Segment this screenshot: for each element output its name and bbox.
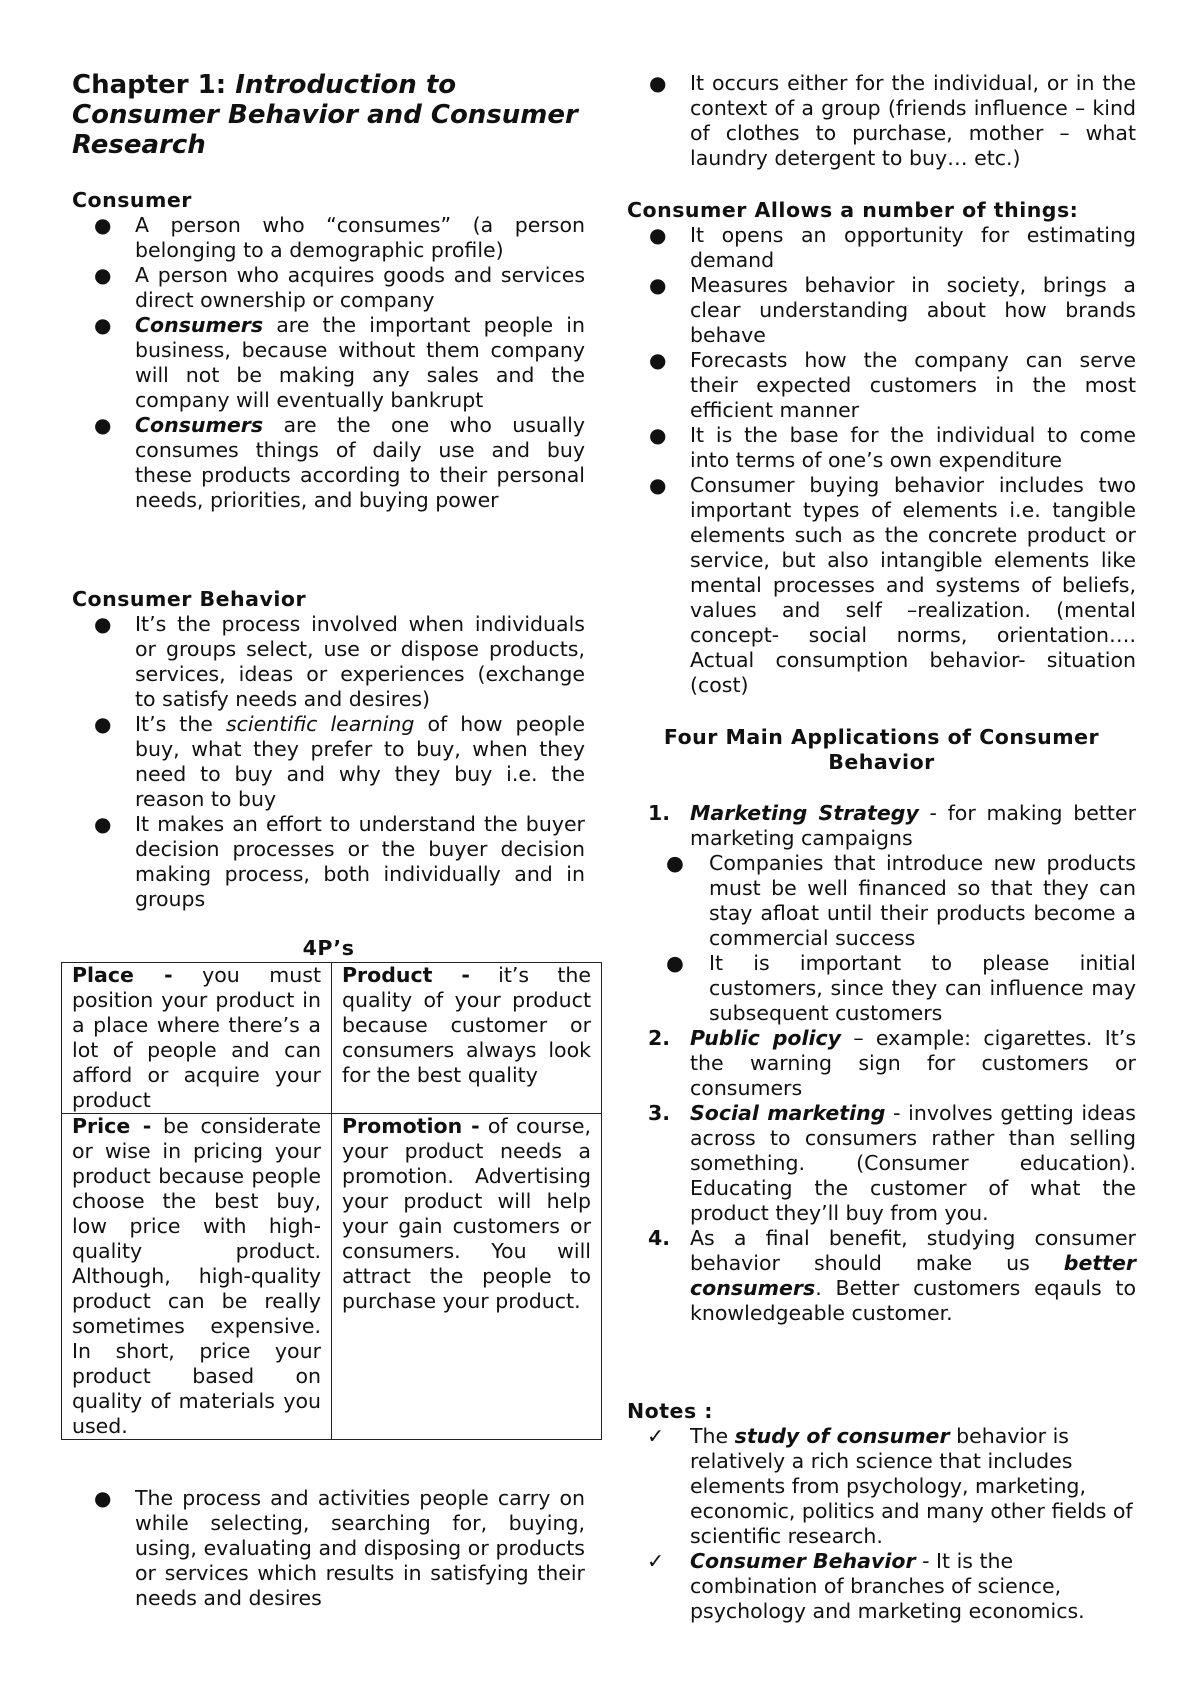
- chapter-title: [72, 70, 585, 160]
- consumer-heading: Consumer: [72, 188, 192, 212]
- allows-heading: Consumer Allows a number of things:: [627, 198, 1079, 222]
- list-item: [72, 712, 585, 812]
- note-text: behavior is relatively a rich science that includes elements from psychology, marketing, economic, politics and many other fields of scientific research.: [690, 1424, 1133, 1548]
- process-section: [72, 1486, 585, 1611]
- app-label: Marketing Strategy: [690, 801, 919, 825]
- app-text: - involves getting ideas across to consumers rather than selling something. (Consumer education). Educating the customer of what the product they’ll buy from you.: [690, 1101, 1136, 1225]
- app-text: As a final benefit, studying consumer behavior should make us: [690, 1226, 1136, 1275]
- promotion-label: Promotion -: [342, 1114, 480, 1138]
- bullet-icon: ●: [649, 273, 667, 297]
- list-item: [627, 423, 1136, 473]
- bullet-icon: ●: [94, 313, 112, 337]
- promotion-cell: [332, 1114, 602, 1440]
- bullet-icon: ●: [649, 223, 667, 247]
- list-item: [72, 812, 585, 912]
- apps-sublist: [666, 851, 1136, 1026]
- bullet-icon: ●: [666, 951, 684, 975]
- app-label: better consumers: [690, 1251, 1136, 1300]
- product-text: it’s the quality of your product because customer or consumers always look for the best quality: [342, 963, 591, 1087]
- bullet-icon: ●: [94, 612, 112, 636]
- list-item-text: are the one who usually consumes things of daily use and buy these products according to their personal needs, priorities, and buying power: [135, 413, 585, 512]
- allows-section: [627, 198, 1136, 698]
- list-item: [627, 951, 1136, 1026]
- bullet-icon: ●: [649, 71, 667, 95]
- list-item: [627, 1549, 1136, 1624]
- bullet-icon: ●: [94, 263, 112, 287]
- checkmark-icon: ✓: [647, 1424, 665, 1448]
- bullet-icon: ●: [666, 851, 684, 875]
- list-item: [627, 348, 1136, 423]
- notes-list: [627, 1424, 1136, 1624]
- app-label: Public policy: [690, 1026, 842, 1050]
- list-item: [72, 1486, 585, 1611]
- list-item-text: It is important to please initial customers, since they can influence may subsequent customers: [709, 951, 1136, 1025]
- behavior-list: [72, 612, 585, 912]
- list-item-text: It’s the process involved when individuals or groups select, use or dispose products, services, ideas or experiences (exchange to satisfy needs and desires): [135, 612, 585, 711]
- list-item: [627, 71, 1136, 171]
- note-bold: study of consumer: [734, 1424, 950, 1448]
- app-label: Social marketing: [690, 1101, 886, 1125]
- table-row: [62, 1114, 602, 1440]
- product-cell: [332, 963, 602, 1114]
- list-item-text: of how people buy, what they prefer to buy, when they need to buy and why they buy i.e. the reason to buy: [135, 712, 585, 811]
- price-cell: [62, 1114, 332, 1440]
- list-number: 1.: [648, 801, 671, 825]
- list-item-text: A person who “consumes” (a person belonging to a demographic profile): [135, 213, 585, 262]
- bullet-icon: ●: [649, 473, 667, 497]
- behavior-section: [72, 587, 585, 912]
- list-item-text: The process and activities people carry on while selecting, searching for, buying, using, evaluating and disposing or products or services which results in satisfying their needs and desires: [135, 1486, 585, 1610]
- note-text: - It is the combination of branches of science, psychology and marketing economics.: [690, 1549, 1085, 1623]
- list-item-bold: Consumers: [135, 313, 264, 337]
- product-label: Product -: [342, 963, 470, 987]
- consumer-section: [72, 188, 585, 513]
- list-item-text: It makes an effort to understand the buyer decision processes or the buyer decision making process, both individually and in groups: [135, 812, 585, 911]
- list-item: [72, 263, 585, 313]
- chapter-title-prefix: Chapter 1:: [72, 70, 236, 100]
- checkmark-icon: ✓: [647, 1549, 665, 1573]
- bullet-icon: ●: [94, 413, 112, 437]
- context-list: [627, 71, 1136, 171]
- list-item: [72, 213, 585, 263]
- list-item-text: Forecasts how the company can serve their expected customers in the most efficient manner: [690, 348, 1136, 422]
- list-item: [72, 313, 585, 413]
- place-label: Place -: [72, 963, 173, 987]
- bullet-icon: ●: [649, 348, 667, 372]
- list-item-text: It is the base for the individual to come into terms of one’s own expenditure: [690, 423, 1136, 472]
- notes-heading: Notes :: [627, 1399, 713, 1423]
- list-number: 3.: [648, 1101, 671, 1125]
- bullet-icon: ●: [94, 213, 112, 237]
- promotion-text: of course, your product needs a promotion. Advertising your product will help your gain customers or consumers. You will attract the people to purchase your product.: [342, 1114, 591, 1313]
- list-item: [72, 413, 585, 513]
- bullet-icon: ●: [94, 1486, 112, 1510]
- list-item: [627, 1424, 1136, 1549]
- list-item: [627, 1226, 1136, 1326]
- list-item-text: It’s the: [135, 712, 226, 736]
- apps-heading: Four Main Applications of Consumer Behavior: [663, 725, 1100, 774]
- consumer-list: [72, 213, 585, 513]
- bullet-icon: ●: [94, 712, 112, 736]
- note-text: The: [690, 1424, 735, 1448]
- place-cell: [62, 963, 332, 1114]
- allows-list: [627, 223, 1136, 698]
- bullet-icon: ●: [649, 423, 667, 447]
- list-item-italic: scientific learning: [225, 712, 415, 736]
- context-section: [627, 71, 1136, 171]
- fourp-table: [61, 962, 602, 1440]
- list-item-text: It opens an opportunity for estimating demand: [690, 223, 1136, 272]
- list-item-text: Consumer buying behavior includes two important types of elements i.e. tangible elements such as the concrete product or service, but also intangible elements like mental processes and systems of beliefs, values and self –realization. (mental concept- social norms, orientation…. Actual consumption behavior- situation (cost): [690, 473, 1136, 697]
- place-text: you must position your product in a place where there’s a lot of people and can afford or acquire your product: [72, 963, 321, 1112]
- list-item: [627, 1026, 1136, 1101]
- list-item: [627, 223, 1136, 273]
- list-item-text: It occurs either for the individual, or in the context of a group (friends influence – kind of clothes to purchase, mother – what laundry detergent to buy… etc.): [690, 71, 1136, 170]
- note-bold: Consumer Behavior: [690, 1549, 916, 1573]
- app-text: - for making better marketing campaigns: [690, 801, 1136, 850]
- list-item: [627, 1101, 1136, 1226]
- fourp-heading: 4P’s: [302, 936, 355, 960]
- bullet-icon: ●: [94, 812, 112, 836]
- list-item-text: Measures behavior in society, brings a clear understanding about how brands behave: [690, 273, 1136, 347]
- table-row: [62, 963, 602, 1114]
- chapter-title-italic: Introduction to Consumer Behavior and Consumer Research: [72, 70, 578, 160]
- apps-list: [627, 801, 1136, 1326]
- app-text: . Better customers eqauls to knowledgeable customer.: [690, 1276, 1136, 1325]
- list-item-text: are the important people in business, because without them company will not be making any sales and the company will eventually bankrupt: [135, 313, 585, 412]
- list-item-text: Companies that introduce new products must be well financed so that they can stay afloat until their products become a commercial success: [709, 851, 1136, 950]
- apps-section: [627, 801, 1136, 1326]
- list-item-bold: Consumers: [135, 413, 264, 437]
- list-item: [627, 801, 1136, 1026]
- list-item: [627, 273, 1136, 348]
- notes-section: [627, 1399, 1136, 1624]
- list-item: [627, 473, 1136, 698]
- price-label: Price -: [72, 1114, 152, 1138]
- app-text: – example: cigarettes. It’s the warning sign for customers or consumers: [690, 1026, 1137, 1100]
- list-number: 4.: [648, 1226, 671, 1250]
- price-text: be considerate or wise in pricing your product because people choose the best buy, low price with high-quality product. Although, high-quality product can be really sometimes expensive. In short, price your product based on quality of materials you used.: [72, 1114, 321, 1438]
- list-item-text: A person who acquires goods and services direct ownership or company: [135, 263, 585, 312]
- process-list: [72, 1486, 585, 1611]
- behavior-heading: Consumer Behavior: [72, 587, 307, 611]
- list-item: [627, 851, 1136, 951]
- list-item: [72, 612, 585, 712]
- list-number: 2.: [648, 1026, 671, 1050]
